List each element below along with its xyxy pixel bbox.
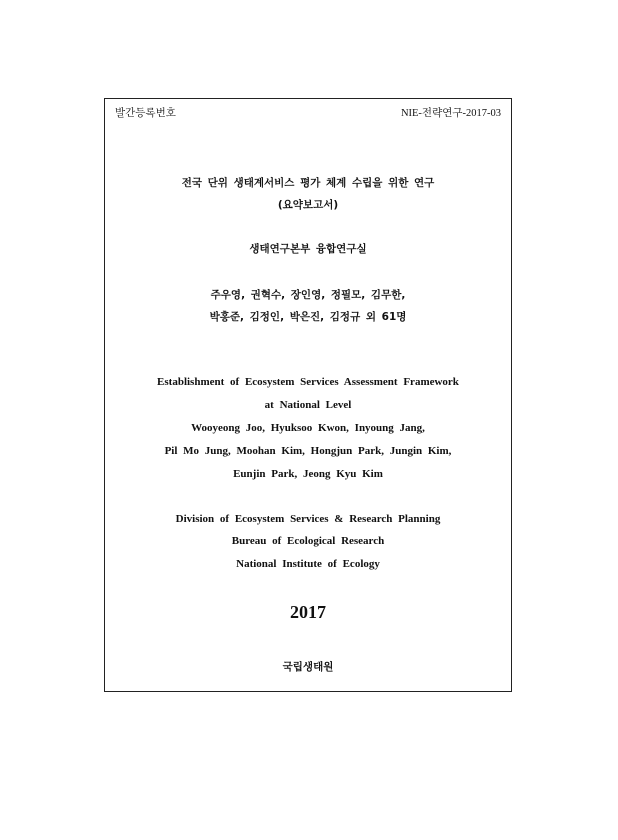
cover-frame [104, 98, 512, 692]
registration-number-label: 발간등록번호 [115, 108, 176, 119]
english-title-line-2: at National Level [264, 399, 352, 411]
english-org-line-2: Bureau of Ecological Research [231, 535, 385, 547]
english-org-line-1: Division of Ecosystem Services & Research Planning [175, 513, 441, 525]
english-authors-line-3: Eunjin Park, Jeong Kyu Kim [233, 468, 383, 480]
korean-title: 전국 단위 생태계서비스 평가 체계 수립을 위한 연구 [181, 177, 435, 189]
english-title-line-1: Establishment of Ecosystem Services Assessment Framework [157, 376, 459, 388]
korean-authors-line-2: 박홍준, 김정인, 박은진, 김정규 외 61명 [209, 311, 407, 323]
english-authors-line-1: Wooyeong Joo, Hyuksoo Kwon, Inyoung Jang, [191, 422, 425, 434]
korean-authors-line-1: 주우영, 권혁수, 장인영, 정필모, 김무한, [210, 289, 406, 301]
english-authors-line-2: Pil Mo Jung, Moohan Kim, Hongjun Park, Jungin Kim, [164, 445, 452, 457]
publication-year: 2017 [290, 602, 326, 622]
publisher-name: 국립생태원 [282, 661, 334, 673]
korean-subtitle: (요약보고서) [277, 199, 339, 211]
korean-department: 생태연구본부 융합연구실 [249, 243, 367, 255]
report-code: NIE-전략연구-2017-03 [400, 108, 501, 119]
english-org-line-3: National Institute of Ecology [236, 558, 380, 570]
